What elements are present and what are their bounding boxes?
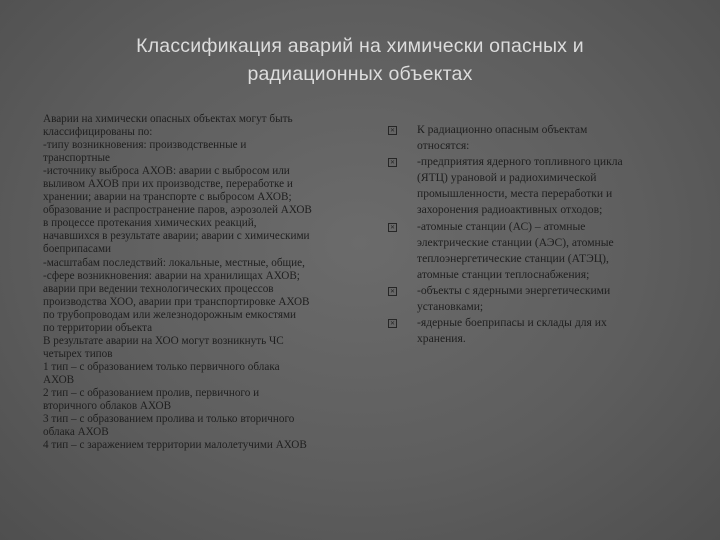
left-text-line: -типу возникновения: производственные и (43, 139, 247, 152)
left-text-line: 1 тип – с образованием только первичного облака (43, 360, 280, 373)
bullet-text-line: -ядерные боеприпасы и склады для их (417, 316, 607, 330)
left-text-line: -масштабам последствий: локальные, местные, общие, (43, 256, 305, 269)
bullet-item (388, 283, 698, 315)
bullet-item (388, 315, 698, 347)
bullet-text-line: захоронения радиоактивных отходов; (417, 203, 603, 217)
left-text-line: вторичного облаков АХОВ (43, 400, 172, 413)
left-text-line: начавшихся в результате аварии; аварии с химическими (43, 230, 310, 243)
bullet-item (388, 219, 698, 283)
bullet-text-line: атомные станции теплоснабжения; (417, 267, 590, 281)
left-text-column (43, 113, 368, 452)
right-bullet-list (388, 122, 698, 347)
left-text-line: 3 тип – с образованием пролива и только вторичного (43, 413, 295, 426)
left-text-line: -сфере возникновения: аварии на хранилищах АХОВ; (43, 269, 300, 282)
boxed-x-bullet-icon: ✕ (389, 127, 396, 134)
bullet-item (388, 154, 698, 218)
bullet-text-line: относятся: (417, 139, 470, 153)
left-text-line: по территории объекта (43, 321, 153, 334)
left-text-line: 2 тип – с образованием пролив, первичного и (43, 386, 260, 399)
bullet-text-line: установками; (417, 300, 484, 314)
slide-title-line-2: радиационных объектах (247, 63, 473, 85)
bullet-text-line: (ЯТЦ) урановой и радиохимической (417, 171, 597, 185)
left-text-line: классифицированы по: (43, 126, 153, 139)
slide-title (40, 32, 680, 88)
bullet-text-line: электрические станции (АЭС), атомные (417, 235, 614, 249)
bullet-text-line: теплоэнергетические станции (АТЭЦ), (417, 251, 609, 265)
bullet-text-line: -объекты с ядерными энергетическими (417, 283, 611, 297)
left-text-line: транспортные (43, 152, 110, 165)
left-text-line: производства ХОО, аварии при транспортировке АХОВ (43, 295, 310, 308)
boxed-x-bullet-icon: ✕ (389, 320, 396, 328)
bullet-text-line: -предприятия ядерного топливного цикла (417, 155, 623, 169)
left-text-line: Аварии на химически опасных объектах могут быть (43, 113, 293, 125)
bullet-text-line: промышленности, места переработки и (417, 187, 613, 201)
bullet-text-line: К радиационно опасным объектам (417, 123, 588, 136)
bullet-item (388, 122, 698, 154)
slide-title-line-1: Классификация аварий на химически опасных и (136, 35, 584, 57)
left-text-line: АХОВ (43, 373, 75, 386)
boxed-x-bullet-icon: ✕ (389, 159, 396, 167)
left-text-line: по трубопроводам или железнодорожным емкостями (43, 308, 297, 321)
boxed-x-bullet-icon: ✕ (389, 287, 396, 295)
left-text-line: хранении; аварии на транспорте с выбросом АХОВ; (43, 191, 292, 204)
left-text-line: аварии при ведении технологических процессов (43, 282, 274, 295)
bullet-text-line: хранения. (417, 332, 466, 346)
left-text-line: боеприпасами (43, 243, 112, 256)
left-text-line: 4 тип – с заражением территории малолетучими АХОВ (43, 439, 307, 452)
left-text-line: образование и распространение паров, аэрозолей АХОВ (43, 204, 312, 217)
left-text-line: облака АХОВ (43, 426, 109, 439)
left-text-line: В результате аварии на ХОО могут возникнуть ЧС (43, 334, 284, 347)
bullet-text-line: -атомные станции (АС) – атомные (417, 219, 586, 233)
left-text-line: -источнику выброса АХОВ: аварии с выбросом или (43, 165, 290, 178)
left-text-line: выливом АХОВ при их производстве, переработке и (43, 178, 293, 191)
boxed-x-bullet-icon: ✕ (389, 223, 396, 231)
left-text-line: четырех типов (43, 347, 113, 360)
left-text-line: в процессе протекания химических реакций, (43, 217, 257, 230)
